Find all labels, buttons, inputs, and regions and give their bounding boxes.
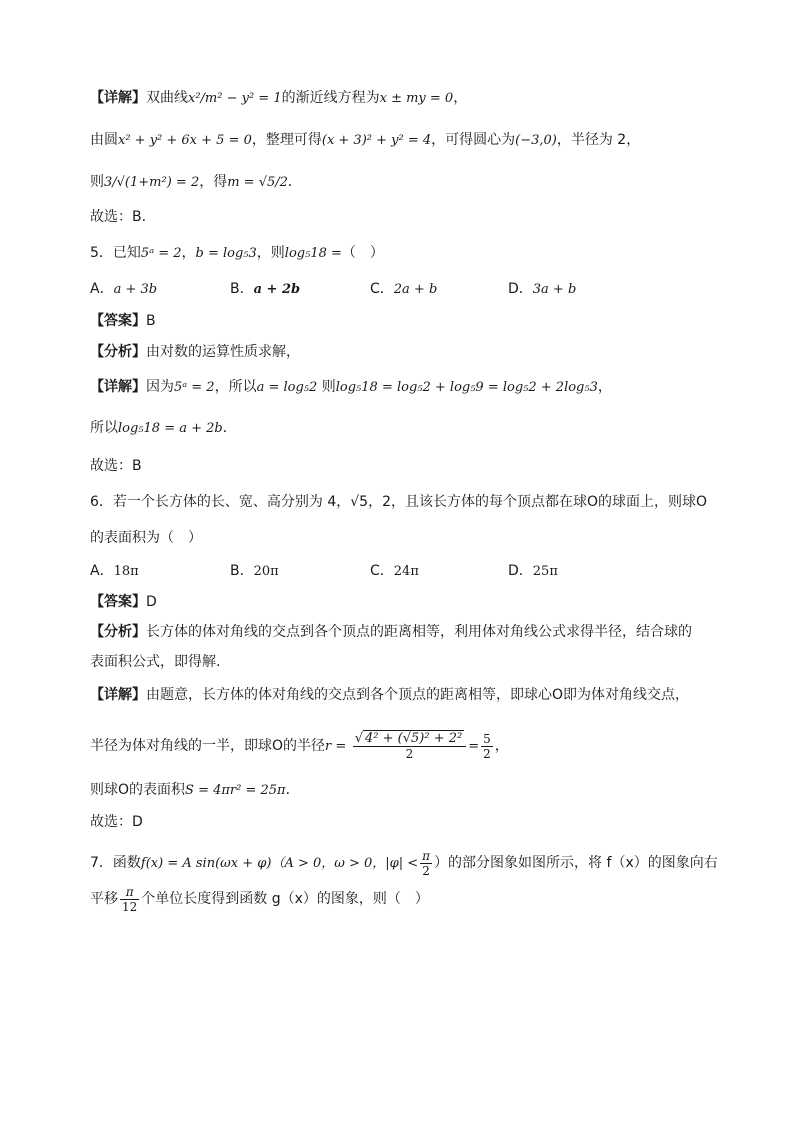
q6-detail-line1: 【详解】由题意，长方体的体对角线的交点到各个顶点的距离相等，即球心O即为体对角线交点， (90, 687, 690, 703)
q6-detail-line3: 则球O的表面积S = 4πr² = 25π． (90, 782, 300, 798)
circle-center: (−3,0) (515, 133, 557, 148)
pi-over-12: $\frac{\pi}{12}$ (122, 884, 138, 914)
q5-detail-line1: 【详解】因为5ᵃ = 2，所以a = log₅2 则log₅18 = log₅2 + log₅9 = log₅2 + 2log₅3， (90, 379, 612, 395)
detail-label: 【详解】 (90, 90, 146, 106)
q6-option-b: B．20π (230, 563, 279, 579)
q6-detail-line2: 半径为体对角线的一半，即球O的半径r = $\frac{\text{√ 4² + (√5)² + 2²}}{2}$ = $\frac{5}{2}$ ， (90, 731, 509, 761)
q5-option-c: C．2a + b (370, 281, 438, 297)
q5-stem: 5．已知5ᵃ = 2，b = log₅3，则log₅18 =（ ） (90, 245, 384, 261)
q6-option-a: A．18π (90, 563, 139, 579)
q7-stem-line1: 7．函数f(x) = A sin(ωx + φ)（A > 0，ω > 0，|φ| < $\frac{\pi}{2}$ ）的部分图象如图所示，将 f（x）的图象向右 (90, 848, 718, 878)
q4-detail-line1: 【详解】双曲线x²/m² − y² = 1的渐近线方程为x ± my = 0， (90, 90, 468, 106)
circle-equation: x² + y² + 6x + 5 = 0 (118, 133, 252, 148)
q6-stem-line2: 的表面积为（ ） (90, 530, 202, 546)
q5-option-b: B．a + 2b (230, 281, 301, 297)
circle-standard-form: (x + 3)² + y² = 4 (321, 133, 432, 148)
q5-option-d: D．3a + b (508, 281, 577, 297)
hyperbola-equation: x²/m² − y² = 1 (188, 91, 282, 106)
q6-conclusion: 故选：D (90, 814, 143, 830)
q4-detail-line3: 则3/√(1+m²) = 2，得m = √5/2． (90, 174, 302, 190)
q6-answer: 【答案】D (90, 594, 157, 610)
q6-analysis-line1: 【分析】长方体的体对角线的交点到各个顶点的距离相等，利用体对角线公式求得半径，结合球的 (90, 624, 692, 640)
q7-stem-line2: 平移 $\frac{\pi}{12}$ 个单位长度得到函数 g（x）的图象，则（ ） (90, 884, 429, 914)
q6-stem-line1: 6．若一个长方体的长、宽、高分别为 4，√5，2，且该长方体的每个顶点都在球O的球面上，则球O (90, 494, 708, 510)
q5-option-a: A．a + 3b (90, 281, 158, 297)
q4-conclusion: 故选：B. (90, 209, 147, 225)
distance-equation: 3/√(1+m²) = 2 (104, 175, 200, 190)
q5-detail-line2: 所以log₅18 = a + 2b． (90, 420, 237, 436)
pi-over-2: $\frac{\pi}{2}$ (422, 848, 431, 878)
q6-option-d: D．25π (508, 563, 558, 579)
q5-analysis: 【分析】由对数的运算性质求解， (90, 344, 300, 360)
q4-detail-line2: 由圆x² + y² + 6x + 5 = 0，整理可得(x + 3)² + y² = 4，可得圆心为(−3,0)，半径为 2， (90, 132, 641, 148)
q5-answer: 【答案】B (90, 313, 156, 329)
q6-option-c: C．24π (370, 563, 419, 579)
asymptote-equation: x ± my = 0 (379, 91, 454, 106)
radius-result: $\frac{5}{2}$ (483, 731, 491, 761)
q5-conclusion: 故选：B (90, 458, 142, 474)
radius-fraction: $\frac{\text{√ 4² + (√5)² + 2²}}{2}$ (353, 731, 467, 761)
q6-analysis-line2: 表面积公式，即得解. (90, 654, 221, 670)
m-result: m = √5/2 (227, 175, 288, 190)
